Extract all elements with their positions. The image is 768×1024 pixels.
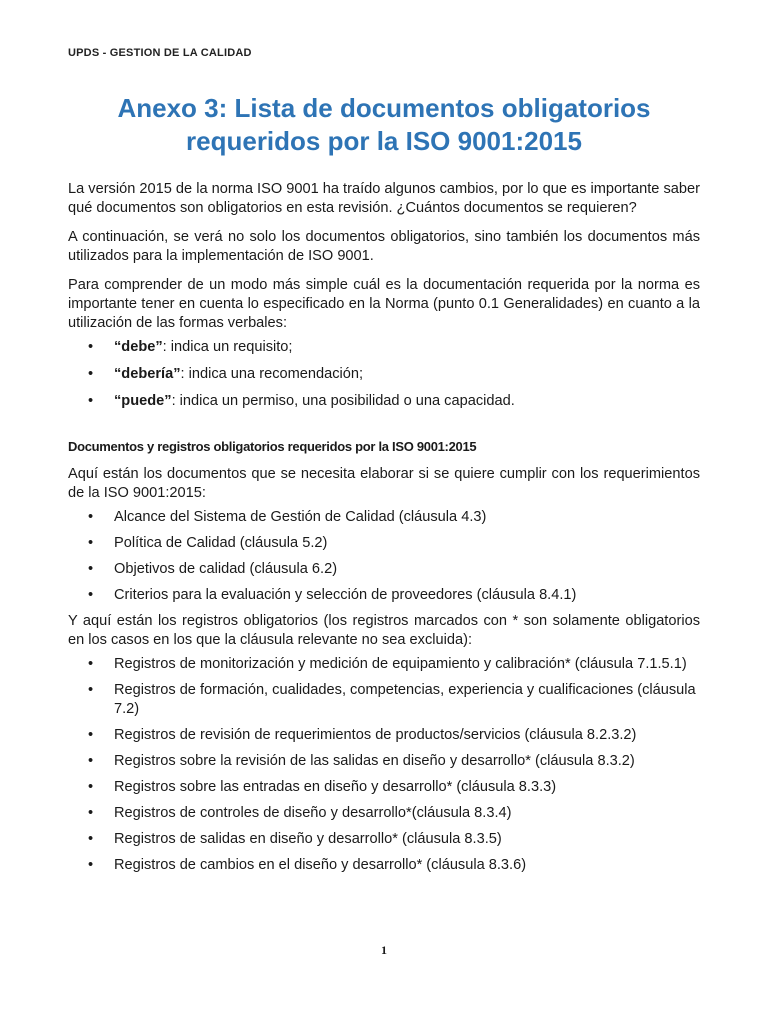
records-intro-paragraph: Y aquí están los registros obligatorios (los registros marcados con * son solamente obligatorios en los casos en los que la cláusula relevante no sea excluida):	[68, 613, 700, 648]
intro-paragraph: La versión 2015 de la norma ISO 9001 ha traído algunos cambios, por lo que es importante saber qué documentos son obligatorios en esta revisión. ¿Cuántos documentos se requieren?	[68, 181, 700, 216]
list-item: • Registros sobre las entradas en diseño y desarrollo* (cláusula 8.3.3)	[88, 779, 557, 795]
running-header: UPDS - GESTION DE LA CALIDAD	[68, 47, 252, 59]
list-item: • Registros de formación, cualidades, competencias, experiencia y cualificaciones (cláusula 7.2)	[88, 682, 696, 717]
verbal-forms-list	[68, 338, 700, 411]
bullet-icon: •	[88, 857, 94, 873]
list-item: • Registros de cambios en el diseño y desarrollo* (cláusula 8.3.6)	[88, 857, 527, 873]
list-item: • Política de Calidad (cláusula 5.2)	[88, 535, 328, 551]
title-line-2: requeridos por la ISO 9001:2015	[186, 126, 582, 156]
documents-list	[68, 508, 700, 605]
list-item: • “debe”: indica un requisito;	[88, 339, 293, 355]
list-item: • Registros sobre la revisión de las salidas en diseño y desarrollo* (cláusula 8.3.2)	[88, 753, 635, 769]
documents-intro-paragraph: Aquí están los documentos que se necesita elaborar si se quiere cumplir con los requerimientos de la ISO 9001:2015:	[68, 466, 700, 501]
page-title	[68, 92, 700, 158]
continuation-paragraph: A continuación, se verá no solo los documentos obligatorios, sino también los documentos más utilizados para la implementación de ISO 9001.	[68, 229, 700, 264]
bullet-icon: •	[88, 339, 94, 355]
bullet-icon: •	[88, 393, 94, 409]
bullet-icon: •	[88, 805, 94, 821]
section-heading: Documentos y registros obligatorios requeridos por la ISO 9001:2015	[68, 439, 477, 454]
list-item: • Registros de salidas en diseño y desarrollo* (cláusula 8.3.5)	[88, 831, 502, 847]
bullet-icon: •	[88, 561, 94, 577]
page-number: 1	[381, 943, 387, 957]
bullet-icon: •	[88, 727, 94, 743]
list-item: • “debería”: indica una recomendación;	[88, 366, 364, 382]
list-item: • “puede”: indica un permiso, una posibilidad o una capacidad.	[88, 393, 515, 409]
list-item: • Registros de revisión de requerimientos de productos/servicios (cláusula 8.2.3.2)	[88, 727, 637, 743]
bullet-icon: •	[88, 753, 94, 769]
bullet-icon: •	[88, 535, 94, 551]
verbal-forms-paragraph: Para comprender de un modo más simple cuál es la documentación requerida por la norma es importante tener en cuenta lo especificado en la Norma (punto 0.1 Generalidades) en cuanto a la utilización de las formas verbales:	[68, 277, 700, 331]
bullet-icon: •	[88, 509, 94, 525]
records-list	[68, 655, 700, 875]
list-item: • Registros de controles de diseño y desarrollo*(cláusula 8.3.4)	[88, 805, 512, 821]
bullet-icon: •	[88, 779, 94, 795]
list-item: • Alcance del Sistema de Gestión de Calidad (cláusula 4.3)	[88, 509, 487, 525]
bullet-icon: •	[88, 831, 94, 847]
document-body	[68, 180, 700, 882]
bullet-icon: •	[88, 682, 94, 698]
bullet-icon: •	[88, 587, 94, 603]
bullet-icon: •	[88, 656, 94, 672]
title-line-1: Anexo 3: Lista de documentos obligatorios	[117, 93, 651, 123]
bullet-icon: •	[88, 366, 94, 382]
list-item: • Registros de monitorización y medición de equipamiento y calibración* (cláusula 7.1.5.1)	[88, 656, 687, 672]
list-item: • Objetivos de calidad (cláusula 6.2)	[88, 561, 338, 577]
list-item: • Criterios para la evaluación y selección de proveedores (cláusula 8.4.1)	[88, 587, 577, 603]
